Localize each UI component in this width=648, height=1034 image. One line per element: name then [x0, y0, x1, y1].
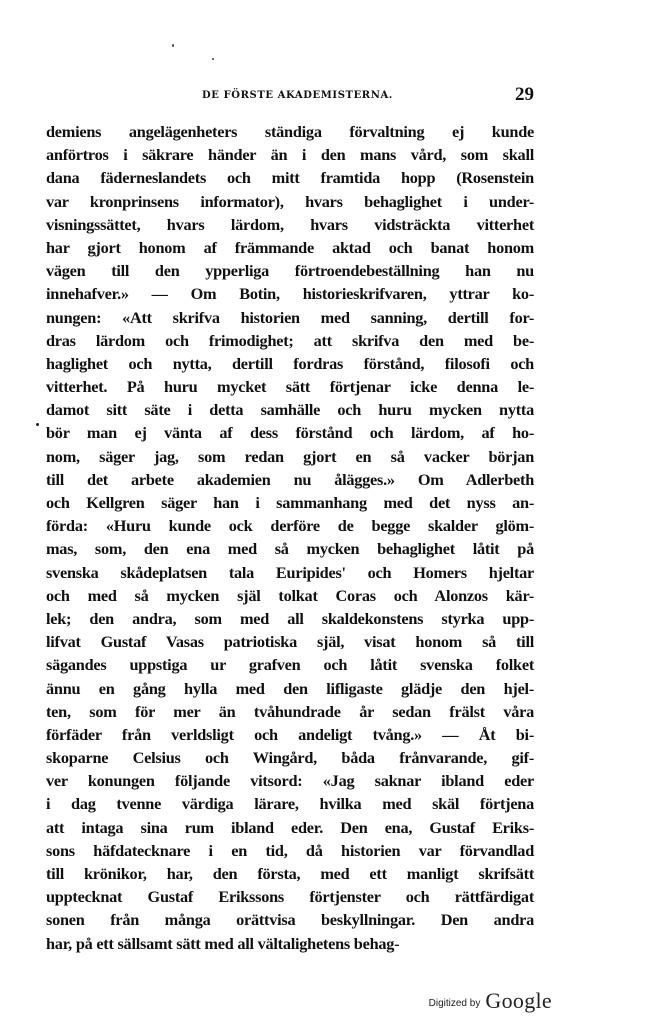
text-line: bör man ej vänta af dess förstånd och lärdom, af ho-: [46, 423, 534, 443]
text-line: dana fäderneslandets och mitt framtida hopp (Rosenstein: [46, 168, 534, 188]
text-line: förda: «Huru kunde ock derföre de begge skalder glöm-: [46, 516, 534, 536]
text-line: till krönikor, har, den första, med ett manligt skrifsätt: [46, 864, 534, 883]
text-line: har gjort honom af främmande aktad och banat honom: [46, 237, 534, 257]
text-line: och med så mycken själ tolkat Coras och Alonzos kär-: [46, 585, 534, 605]
text-line: sons häfdatecknare i en tid, då historien var förvandlad: [46, 840, 534, 860]
text-line: lek; den andra, som med all skaldekonstens styrka upp-: [46, 608, 534, 628]
text-line: skoparne Celsius och Wingård, båda frånvarande, gif-: [46, 748, 534, 768]
page-header: [148, 84, 534, 108]
text-line: förfäder från verldsligt och andeligt tvång.» — Åt bi-: [46, 724, 534, 744]
text-line: anförtros i säkrare händer än i den mans vård, som skall: [46, 145, 534, 165]
text-line: vitterhet. På huru mycket sätt förtjenar icke denna le-: [46, 377, 534, 397]
text-line: sonen från många orättvisa beskyllningar. Den andra: [46, 910, 534, 930]
text-line: har, på ett sällsamt sätt med all vältalighetens behag-: [46, 933, 400, 953]
digitized-by-watermark: [429, 988, 552, 1014]
text-line: upptecknat Gustaf Erikssons förtjenster och rättfärdigat: [46, 887, 534, 907]
text-line: ver konungen följande vitsord: «Jag saknar ibland eder: [46, 771, 534, 791]
ink-speck: [172, 44, 174, 47]
text-line: dras lärdom och frimodighet; att skrifva den med be-: [46, 330, 534, 350]
text-line: i dag tvenne värdiga lärare, hvilka med skäl förtjena: [46, 794, 534, 814]
digitized-label: Digitized by: [428, 998, 481, 1009]
text-line: visningssättet, hvars lärdom, hvars vidsträckta vitterhet: [46, 214, 534, 234]
text-line: till det arbete akademien nu ålägges.» Om Adlerbeth: [46, 469, 534, 489]
body-text: [46, 120, 534, 955]
text-line: sägandes uppstiga ur grafven och låtit svenska folket: [46, 655, 534, 675]
google-logo: Google: [485, 988, 552, 1013]
margin-mark: [36, 423, 39, 426]
text-line: damot sitt säte i detta samhälle och huru mycken nytta: [46, 400, 534, 420]
text-line: haglighet och nytta, dertill fordras förstånd, filosofi och: [46, 353, 534, 373]
text-line: lifvat Gustaf Vasas patriotiska själ, visat honom så till: [46, 632, 534, 652]
text-line: innehafver.» — Om Botin, historieskrifvaren, yttrar ko-: [46, 284, 534, 304]
text-line: och Kellgren säger han i sammanhang med det nyss an-: [46, 493, 534, 512]
text-line: demiens angelägenheters ständiga förvaltning ej kunde: [46, 122, 534, 141]
text-line: nom, säger jag, som redan gjort en så vacker början: [46, 446, 534, 466]
text-line: mas, som, den ena med så mycken behaglighet låtit på: [46, 539, 534, 559]
page-number: 29: [515, 84, 534, 105]
text-line: ten, som för mer än tvåhundrade år sedan frälst våra: [46, 701, 534, 721]
running-title: DE FÖRSTE AKADEMISTERNA.: [202, 90, 393, 101]
text-line: nungen: «Att skrifva historien med sanning, dertill for-: [46, 307, 534, 327]
text-line: svenska skådeplatsen tala Euripides' och Homers hjeltar: [46, 562, 534, 582]
text-line: var kronprinsens informator), hvars behaglighet i under-: [46, 191, 534, 211]
ink-speck: [212, 58, 214, 60]
text-line: att intaga sina rum ibland eder. Den ena, Gustaf Eriks-: [46, 817, 534, 837]
text-line: ännu en gång hylla med den lifligaste glädje den hjel-: [46, 678, 534, 698]
text-line: vägen till den ypperliga förtroendebeställning han nu: [46, 261, 534, 281]
